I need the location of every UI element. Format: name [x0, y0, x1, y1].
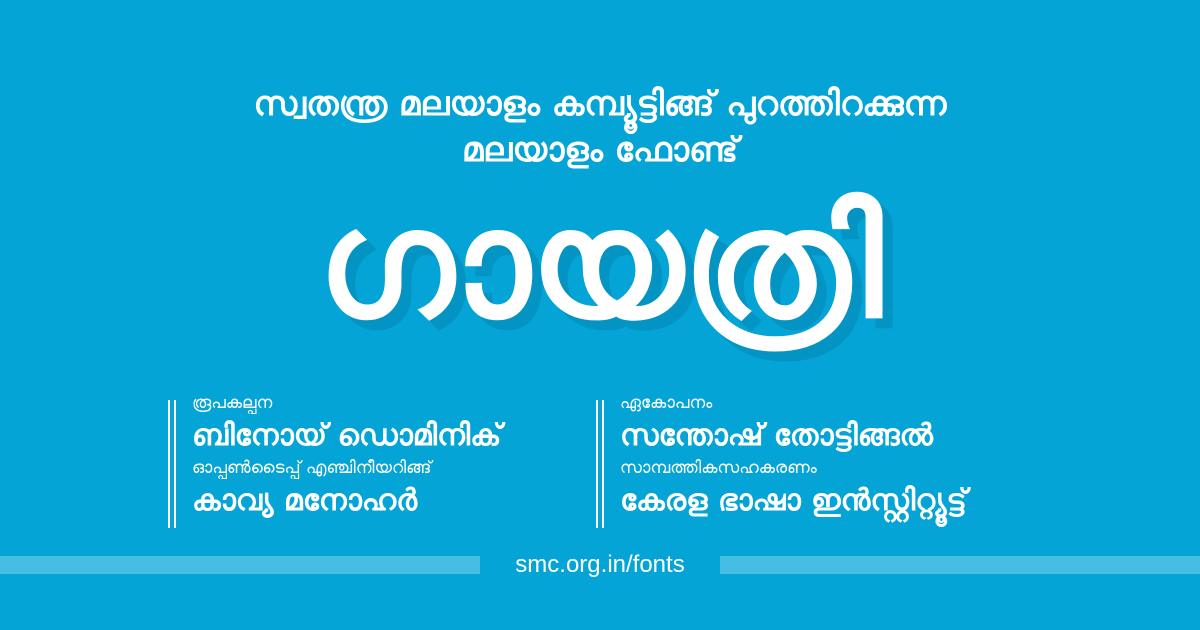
- credit-role-design: രൂപകല്പന: [192, 393, 273, 413]
- credits-left-content: [192, 392, 501, 522]
- credit-role-funding: സാമ്പത്തികസഹകരണം: [620, 458, 817, 478]
- credit-person-opentype-engineering: കാവ്യ മനോഹർ: [192, 483, 418, 518]
- credit-person-design: ബിനോയ് ഡൊമിനിക്: [192, 418, 502, 453]
- footer-url-link[interactable]: smc.org.in/fonts: [515, 551, 685, 578]
- font-name-title: ഗായത്രി: [317, 178, 883, 352]
- credits-right-content: [620, 392, 967, 522]
- footer-bar-left: [0, 556, 480, 574]
- headline-line-2: മലയാളം ഫോണ്ട്: [461, 130, 739, 170]
- headline-line-1: സ്വതന്ത്ര മലയാളം കമ്പ്യൂട്ടിങ്ങ് പുറത്തിറക്കുന്ന: [253, 84, 947, 124]
- credits-left-column: [168, 392, 588, 530]
- credit-role-opentype-engineering: ഓപ്പൺടൈപ്പ് എഞ്ചിനീയറിങ്ങ്: [192, 458, 432, 478]
- footer-bar-right: [720, 556, 1200, 574]
- credits-right-column: [596, 392, 1096, 530]
- credit-role-coordination: ഏകോപനം: [620, 393, 713, 413]
- double-rule-divider: [168, 400, 177, 528]
- credit-person-funding: കേരള ഭാഷാ ഇൻസ്റ്റിറ്റ്യൂട്ട്: [620, 483, 967, 518]
- double-rule-divider: [596, 400, 605, 528]
- credit-person-coordination: സന്തോഷ് തോട്ടിങ്ങൽ: [620, 418, 933, 453]
